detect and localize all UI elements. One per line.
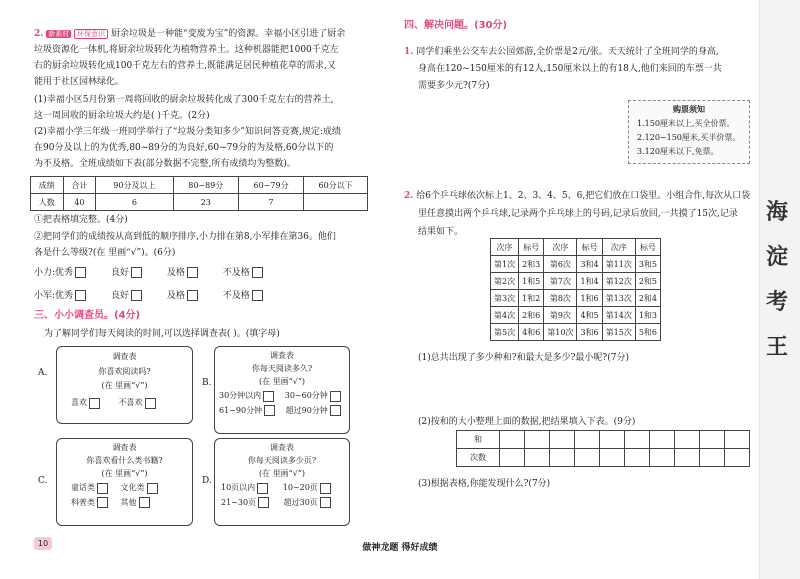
p1-line: 身高在120~150厘米的有12人,150厘米以上的有18人,他们来回的车票一共 bbox=[418, 64, 722, 74]
table-cell: 60分以下 bbox=[304, 177, 368, 194]
p1-line: 需要多少元?(7分) bbox=[418, 81, 490, 91]
table-cell: 1和4 bbox=[577, 273, 602, 290]
table-cell: 次序 bbox=[602, 239, 635, 256]
survey-d bbox=[214, 438, 350, 526]
grade-checkbox[interactable] bbox=[252, 267, 263, 278]
answer-cell[interactable] bbox=[725, 449, 750, 467]
survey-b-letter: B. bbox=[202, 378, 212, 388]
table-cell: 60~79分 bbox=[238, 177, 303, 194]
survey-checkbox[interactable] bbox=[258, 497, 269, 508]
grade-checkbox[interactable] bbox=[252, 290, 263, 301]
section-3-title: 三、小小调查员。(4分) bbox=[34, 310, 141, 321]
q2-text-line: 右的厨余垃圾转化成100千克左右的营养土,既能满足居民种植花草的需求,又 bbox=[34, 61, 336, 71]
answer-cell[interactable] bbox=[550, 449, 575, 467]
survey-hint: (在 里画“√”) bbox=[101, 469, 148, 478]
grade-label: 不及格 bbox=[222, 291, 250, 301]
grade-checkbox[interactable] bbox=[187, 290, 198, 301]
survey-checkbox[interactable] bbox=[320, 497, 331, 508]
draw-table-header bbox=[491, 239, 661, 256]
survey-options bbox=[57, 497, 192, 509]
table-row bbox=[491, 256, 661, 273]
table-cell: 次数 bbox=[457, 449, 500, 467]
p1-number: 1. bbox=[404, 47, 414, 57]
p2-line: 里任意摸出两个乒乓球,记录两个乒乓球上的号码,记录后放回,一共摸了15次,记录 bbox=[418, 209, 738, 219]
score-table-header bbox=[31, 177, 368, 194]
table-cell: 80~89分 bbox=[173, 177, 238, 194]
survey-options bbox=[215, 482, 349, 494]
answer-cell[interactable] bbox=[550, 431, 575, 449]
survey-c bbox=[56, 438, 193, 526]
table-cell: 第9次 bbox=[544, 307, 577, 324]
grade-label: 及格 bbox=[166, 291, 185, 301]
survey-options bbox=[57, 482, 192, 494]
table-cell: 第14次 bbox=[602, 307, 635, 324]
table-cell: 2和5 bbox=[635, 273, 660, 290]
q2-sub1-line: (1)幸福小区5月份第一周将回收的厨余垃圾转化成了300千克左右的营养土, bbox=[34, 95, 334, 105]
grade-checkbox[interactable] bbox=[75, 267, 86, 278]
survey-checkbox[interactable] bbox=[139, 497, 150, 508]
draw-table bbox=[490, 238, 661, 341]
table-cell: 第6次 bbox=[544, 256, 577, 273]
table-cell: 第13次 bbox=[602, 290, 635, 307]
section-4-title: 四、解决问题。(30分) bbox=[404, 20, 508, 31]
answer-cell[interactable] bbox=[575, 449, 600, 467]
survey-option: 童话类 bbox=[71, 483, 95, 492]
q2-sub1-line: 这一周回收的厨余垃圾大约是( )千克。(2分) bbox=[34, 111, 210, 121]
survey-option: 文化类 bbox=[120, 483, 145, 492]
table-cell: 第3次 bbox=[491, 290, 519, 307]
table-cell: 23 bbox=[173, 194, 238, 211]
score-table bbox=[30, 176, 368, 211]
table-cell: 2和4 bbox=[635, 290, 660, 307]
grade-checkbox[interactable] bbox=[75, 290, 86, 301]
answer-cell[interactable] bbox=[500, 431, 525, 449]
table-cell: 合计 bbox=[63, 177, 96, 194]
survey-checkbox[interactable] bbox=[145, 398, 156, 409]
brand-char: 海 bbox=[765, 200, 788, 225]
survey-hint: (在 里画“√”) bbox=[258, 469, 306, 478]
survey-title: 调查表 bbox=[112, 352, 137, 361]
table-cell: 标号 bbox=[519, 239, 544, 256]
p1-text: 同学们乘坐公交车去公园郊游,全价票是2元/张。天天统计了全班同学的身高, bbox=[416, 47, 719, 57]
grade-checkbox[interactable] bbox=[187, 267, 198, 278]
survey-a bbox=[56, 346, 193, 424]
table-cell: 和 bbox=[457, 431, 500, 449]
survey-a-letter: A. bbox=[38, 368, 48, 378]
survey-option: 10页以内 bbox=[221, 483, 256, 492]
p2-number: 2. bbox=[404, 191, 414, 201]
q2-header bbox=[34, 28, 345, 40]
survey-hint: (在 里画“√”) bbox=[258, 377, 306, 386]
xiaoli-label: 小力: bbox=[34, 268, 56, 278]
survey-checkbox[interactable] bbox=[263, 391, 274, 402]
survey-checkbox[interactable] bbox=[264, 405, 275, 416]
q2-sub-a: ①把表格填完整。(4分) bbox=[34, 215, 128, 225]
table-cell: 标号 bbox=[635, 239, 660, 256]
table-cell: 7 bbox=[238, 194, 303, 211]
survey-checkbox[interactable] bbox=[330, 391, 341, 402]
grade-label: 良好 bbox=[110, 291, 129, 301]
answer-cell[interactable] bbox=[625, 431, 650, 449]
table-cell: 第4次 bbox=[491, 307, 519, 324]
table-cell: 4和6 bbox=[519, 324, 544, 341]
grade-checkbox[interactable] bbox=[131, 290, 142, 301]
survey-option: 30~60分钟 bbox=[284, 391, 328, 400]
survey-options bbox=[215, 390, 349, 402]
survey-option: 30分钟以内 bbox=[219, 391, 262, 400]
table-cell bbox=[304, 194, 368, 211]
answer-cell[interactable] bbox=[525, 449, 550, 467]
survey-b bbox=[214, 346, 350, 434]
answer-cell[interactable] bbox=[525, 431, 550, 449]
survey-title: 调查表 bbox=[112, 443, 137, 452]
table-row bbox=[491, 273, 661, 290]
survey-title: 调查表 bbox=[270, 443, 294, 452]
footer-slogan: 做神龙题 得好成绩 bbox=[362, 543, 438, 553]
survey-question: 你喜欢看什么类书籍? bbox=[86, 456, 163, 465]
table-cell: 5和6 bbox=[635, 324, 660, 341]
survey-option: 超过90分钟 bbox=[285, 405, 328, 415]
table-cell: 2和6 bbox=[519, 307, 544, 324]
table-cell: 第8次 bbox=[544, 290, 577, 307]
left-page bbox=[30, 28, 370, 548]
answer-cell[interactable] bbox=[500, 449, 525, 467]
table-cell: 第5次 bbox=[491, 324, 519, 341]
table-cell: 成绩 bbox=[31, 177, 64, 194]
xiaojun-row bbox=[34, 290, 265, 302]
table-cell: 第11次 bbox=[602, 256, 635, 273]
answer-cell[interactable] bbox=[675, 449, 700, 467]
survey-option: 科普类 bbox=[71, 497, 95, 507]
answer-cell[interactable] bbox=[700, 449, 725, 467]
notice-item: 2.120~150厘米,买半价票。 bbox=[637, 133, 741, 142]
table-row bbox=[491, 307, 661, 324]
brand-char: 王 bbox=[765, 335, 788, 360]
survey-option: 61~90分钟 bbox=[219, 405, 263, 415]
table-cell: 1和2 bbox=[519, 290, 544, 307]
table-cell: 6 bbox=[96, 194, 173, 211]
survey-options bbox=[215, 497, 349, 509]
survey-checkbox[interactable] bbox=[89, 398, 100, 409]
p2-sub2: (2)按和的大小整理上面的数据,把结果填入下表。(9分) bbox=[418, 417, 636, 427]
survey-option: 21~30页 bbox=[221, 497, 257, 507]
grade-checkbox[interactable] bbox=[131, 267, 142, 278]
p2-text: 给6个乒乓球依次标上1、2、3、4、5、6,把它们放在口袋里。小组合作,每次从口袋 bbox=[416, 191, 751, 201]
grade-label: 良好 bbox=[110, 268, 129, 278]
survey-options bbox=[215, 405, 349, 417]
notice-item: 1.150厘米以上,买全价票。 bbox=[637, 119, 735, 128]
table-cell: 40 bbox=[63, 194, 96, 211]
table-cell: 第1次 bbox=[491, 256, 519, 273]
table-cell: 次序 bbox=[544, 239, 577, 256]
table-cell: 2和3 bbox=[519, 256, 544, 273]
grade-label: 及格 bbox=[166, 268, 185, 278]
table-cell: 人数 bbox=[31, 194, 64, 211]
survey-checkbox[interactable] bbox=[257, 483, 268, 494]
survey-hint: (在 里画“√”) bbox=[101, 381, 148, 390]
answer-cell[interactable] bbox=[625, 449, 650, 467]
survey-question: 你每天阅读多少页? bbox=[247, 456, 317, 465]
q2-sub-b-line: 各是什么等级?(在 里画“√”)。(6分) bbox=[34, 248, 176, 258]
xiaoli-row bbox=[34, 267, 265, 279]
survey-checkbox[interactable] bbox=[97, 497, 108, 508]
table-cell: 次序 bbox=[491, 239, 519, 256]
answer-cell[interactable] bbox=[725, 431, 750, 449]
survey-title: 调查表 bbox=[270, 351, 294, 360]
survey-checkbox[interactable] bbox=[147, 483, 158, 494]
table-cell: 90分及以上 bbox=[96, 177, 173, 194]
survey-options bbox=[57, 397, 192, 409]
grade-label: 不及格 bbox=[222, 268, 250, 278]
table-cell: 1和6 bbox=[577, 290, 602, 307]
table-row bbox=[491, 324, 661, 341]
table-cell: 4和5 bbox=[577, 307, 602, 324]
p1-line bbox=[404, 46, 719, 58]
table-cell: 3和5 bbox=[635, 256, 660, 273]
survey-c-letter: C. bbox=[38, 476, 48, 486]
table-row bbox=[457, 449, 750, 467]
q2-sub2-line: (2)幸福小学三年级一班同学举行了“垃圾分类知多少”知识问答竞赛,规定:成绩 bbox=[34, 127, 341, 137]
q2-sub2-line: 为不及格。全班成绩如下表(部分数据不完整,所有成绩均为整数)。 bbox=[34, 159, 296, 169]
xiaojun-label: 小军: bbox=[34, 291, 56, 301]
table-cell: 第2次 bbox=[491, 273, 519, 290]
table-cell: 3和6 bbox=[577, 324, 602, 341]
survey-d-letter: D. bbox=[202, 476, 212, 486]
survey-option: 其他 bbox=[120, 497, 137, 507]
table-cell: 第7次 bbox=[544, 273, 577, 290]
q2-text-line: 垃圾资源化一体机,将厨余垃圾转化为植物营养土。这种机器能把1000千克左 bbox=[34, 45, 339, 55]
p2-sub1: (1)总共出现了多少种和?和最大是多少?最小呢?(7分) bbox=[418, 353, 629, 363]
grade-label: 优秀 bbox=[55, 268, 74, 278]
table-cell: 1和5 bbox=[519, 273, 544, 290]
p2-sub3: (3)根据表格,你能发现什么?(7分) bbox=[418, 479, 551, 489]
survey-option: 不喜欢 bbox=[118, 398, 143, 407]
answer-cell[interactable] bbox=[675, 431, 700, 449]
table-cell: 第10次 bbox=[544, 324, 577, 341]
eco-awareness-tag: 环保意识 bbox=[74, 29, 108, 39]
answer-cell[interactable] bbox=[700, 431, 725, 449]
table-row bbox=[491, 290, 661, 307]
page-number: 10 bbox=[34, 537, 52, 550]
score-table-row bbox=[31, 194, 368, 211]
survey-checkbox[interactable] bbox=[330, 405, 341, 416]
section-3-intro: 为了解同学们每天阅读的时间,可以选择调查表( )。(填字母) bbox=[44, 329, 280, 339]
sum-table bbox=[456, 430, 750, 467]
table-cell: 1和3 bbox=[635, 307, 660, 324]
survey-question: 你每天阅读多久? bbox=[251, 364, 313, 373]
grade-label: 优秀 bbox=[55, 291, 74, 301]
answer-cell[interactable] bbox=[600, 431, 625, 449]
q2-number: 2. bbox=[34, 29, 44, 39]
brand-char: 淀 bbox=[765, 245, 788, 270]
answer-cell[interactable] bbox=[650, 449, 675, 467]
survey-checkbox[interactable] bbox=[320, 483, 331, 494]
table-cell: 3和4 bbox=[577, 256, 602, 273]
ticket-notice bbox=[628, 100, 750, 164]
answer-cell[interactable] bbox=[575, 431, 600, 449]
notice-item: 3.120厘米以下,免票。 bbox=[637, 147, 719, 156]
right-page bbox=[400, 20, 760, 530]
survey-option: 喜欢 bbox=[71, 398, 87, 407]
p2-line: 结果如下。 bbox=[418, 227, 464, 237]
table-cell: 第15次 bbox=[602, 324, 635, 341]
survey-option: 超过30页 bbox=[283, 497, 318, 507]
answer-cell[interactable] bbox=[600, 449, 625, 467]
q2-text-line: 厨余垃圾是一种能“变废为宝”的资源。幸福小区引进了厨余 bbox=[111, 29, 346, 39]
survey-question: 你喜欢阅读吗? bbox=[98, 367, 151, 376]
survey-option: 10~20页 bbox=[282, 483, 318, 492]
q2-sub-b-line: ②把同学们的成绩按从高到低的顺序排序,小力排在第8,小军排在第36。他们 bbox=[34, 232, 336, 242]
notice-title: 购票须知 bbox=[673, 104, 705, 114]
brand-char: 考 bbox=[765, 290, 788, 315]
survey-checkbox[interactable] bbox=[97, 483, 108, 494]
new-material-tag: 新素材 bbox=[48, 30, 70, 38]
table-cell: 标号 bbox=[577, 239, 602, 256]
q2-text-line: 能用于社区园林绿化。 bbox=[34, 77, 125, 87]
p2-line bbox=[404, 190, 750, 202]
table-cell: 第12次 bbox=[602, 273, 635, 290]
q2-sub2-line: 在90分及以上的为优秀,80~89分的为良好,60~79分的为及格,60分以下的 bbox=[34, 143, 334, 153]
answer-cell[interactable] bbox=[650, 431, 675, 449]
table-row bbox=[457, 431, 750, 449]
